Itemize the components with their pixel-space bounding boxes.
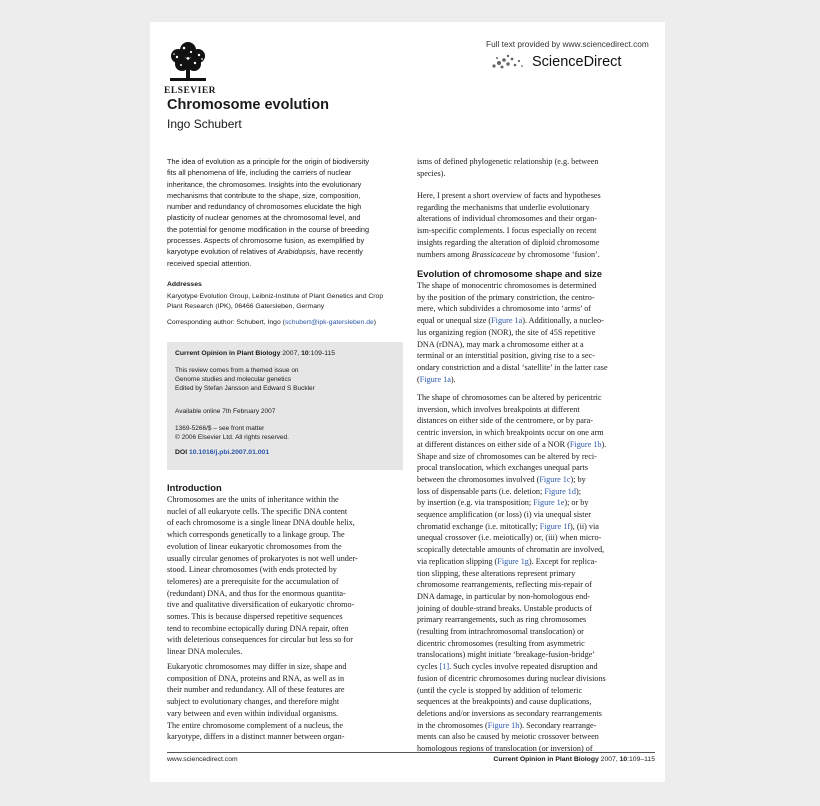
figure-link-panel: e bbox=[560, 498, 565, 508]
figure-link-label: Figure 1 bbox=[497, 556, 525, 566]
introduction-heading: Introduction bbox=[167, 482, 222, 493]
footer-volume: 10 bbox=[619, 756, 628, 763]
doi-label: DOI bbox=[175, 449, 189, 456]
doi-link[interactable]: 10.1016/j.pbi.2007.01.001 bbox=[188, 449, 270, 456]
figure-link-1h[interactable] bbox=[488, 721, 520, 730]
overview-species: Brassicaceae bbox=[471, 249, 516, 259]
shape-size-paragraph-2 bbox=[417, 392, 655, 755]
figure-link-1d[interactable] bbox=[544, 487, 576, 496]
available-online: Available online 7th February 2007 bbox=[175, 408, 276, 415]
issn-copyright: 1369-5266/$ – see front matter © 2006 Elsevier Ltd. All rights reserved. bbox=[175, 425, 289, 442]
figure-link-1c[interactable] bbox=[539, 475, 570, 484]
figure-link-label: Figure 1 bbox=[491, 316, 519, 326]
figure-link-1g[interactable] bbox=[497, 557, 529, 566]
figure-link-panel: f bbox=[567, 521, 571, 531]
figure-link-label: Figure 1 bbox=[533, 498, 561, 508]
corresponding-author bbox=[167, 318, 403, 328]
figure-link-label: Figure 1 bbox=[539, 521, 568, 531]
paragraph-text: ). Shape and size of chromosomes can be altered by reci- procal translocation, which exchanges unequal parts between the chromosomes involved ( bbox=[417, 439, 607, 484]
footer-divider bbox=[167, 752, 655, 753]
paragraph-text: ). bbox=[450, 374, 456, 384]
paragraph-text: ); or by sequence amplification (or loss) (i) via unequal sister chromatid exchange (i.e. mitotically; bbox=[417, 498, 591, 531]
shape-size-paragraph-1 bbox=[417, 280, 655, 385]
paragraph-text: ). Secondary rearrange- ments can also be caused by meiotic crossover between homologous regions of translocation (or inversion) of bbox=[417, 720, 599, 754]
figure-link-1a[interactable] bbox=[491, 316, 522, 325]
figure-link-panel: d bbox=[571, 486, 576, 496]
introduction-paragraph-1: Chromosomes are the units of inheritance within the nuclei of all eukaryote cells. The specific DNA content of each chromosome is a single linear DNA double helix, which corresponds genetically to a linkage group. The evolution of linear eukaryotic chromosomes from the usually circular genomes of prokaryotes is not well under- stood. Linear chromosomes (with ends protected by telomeres) are a prerequisite for the accumulation of (redundant) DNA, and thus for the enormous quantita- tive and qualitative diversification of eukaryotic chromo- somes. This is because dispersed repetitive sequences tend to recombine ectopically during DNA repair, often with deleterious consequences for circular but less so for linear DNA molecules. bbox=[167, 495, 358, 657]
paragraph-text: ). Except for replica- tion slipping, these alterations represent primary chromosome rearrangements, reflecting mis-repair of DNA damage, in particular by non-homologous end- joining of double-strand breaks. Unstable products of primary rearrangements, such as ring chromosomes (resulting from intrachromosomal translocation) or dicentric chromosomes (resulting from asymmetric translocations) might initiate ‘breakage-fusion-bridge’ cycles bbox=[417, 556, 598, 672]
intro-continuation: isms of defined phylogenetic relationship (e.g. between species). bbox=[417, 157, 599, 178]
figure-link-panel: a bbox=[518, 316, 523, 326]
journal-citation bbox=[175, 350, 335, 357]
full-text-provided-note[interactable]: Full text provided by www.sciencedirect.com bbox=[486, 39, 649, 49]
figure-link-panel: c bbox=[566, 474, 571, 484]
paragraph-text: ); by loss of dispensable parts (i.e. deletion; bbox=[417, 474, 586, 496]
overview-text-b: by chromosome ‘fusion’. bbox=[515, 249, 600, 259]
author-email-link[interactable]: schubert@ipk-gatersleben.de bbox=[284, 319, 374, 326]
paragraph-text: ); by insertion (e.g. via transposition; bbox=[417, 486, 581, 508]
paragraph-text: The shape of chromosomes can be altered by pericentric inversion, which involves breakpoints at different distances on either side of the centromere, or by para- centric inversion, in which breakpoints occur on one arm at different distances on either side of a NOR ( bbox=[417, 393, 604, 449]
abstract bbox=[167, 156, 403, 269]
figure-link-label: Figure 1 bbox=[487, 720, 516, 730]
abstract-text: The idea of evolution as a principle for the origin of biodiversity fits all phenomena of life, including the carriers of nuclear inheritance, the chromosomes. Insights into the evolutionary mechanisms that contribute to the shape, size, composition, number and redundancy of chromosomes elucidate the high plasticity of nuclear genomes at the chromosomal level, and the potential for genome modification in the course of breeding processes. Aspects of chromosome fusion, as exemplified by karyotype evolution of relatives of bbox=[167, 157, 370, 257]
overview-text-a: Here, I present a short overview of facts and hypotheses regarding the mechanisms that underlie evolutionary alterations of individual chromosomes and their organ- ism-specific complements. I focus especially on recent insights regarding the alteration of diploid chromosome numbers among bbox=[417, 191, 601, 259]
journal-volume: 10 bbox=[301, 350, 309, 357]
figure-link-panel: a bbox=[447, 374, 451, 384]
overview-paragraph bbox=[417, 190, 655, 260]
elsevier-tree-icon bbox=[166, 40, 210, 84]
reference-link-1[interactable]: [1] bbox=[439, 662, 450, 672]
footer-journal: Current Opinion in Plant Biology bbox=[493, 756, 599, 763]
footer-year: 2007, bbox=[598, 756, 620, 763]
themed-issue-note: This review comes from a themed issue on Genome studies and molecular genetics Edited by Stefan Jansson and Edward S Buckler bbox=[175, 367, 315, 393]
shape-size-heading: Evolution of chromosome shape and size bbox=[417, 268, 602, 279]
footer-website[interactable]: www.sciencedirect.com bbox=[167, 756, 238, 763]
paragraph-text: ), (ii) via unequal crossover (i.e. meiotically) or, (iii) when micro- scopically detectable amounts of chromatin are involved, via replication slipping ( bbox=[417, 521, 605, 566]
paragraph-text: . Such cycles involve repeated disruption and fusion of dicentric chromosomes during nuclear divisions (until the cycle is stopped by addition of telomeric sequences at the breakpoints) and cause duplications, deletions and/or inversions as secondary rearrangements in the chromosomes ( bbox=[417, 662, 606, 730]
figure-link-panel: g bbox=[524, 556, 529, 566]
figure-link-1e[interactable] bbox=[533, 498, 564, 507]
sciencedirect-dots-icon bbox=[488, 51, 528, 73]
journal-year: 2007, bbox=[280, 350, 302, 357]
journal-info-box bbox=[167, 342, 403, 470]
elsevier-logo bbox=[162, 40, 217, 102]
article-page bbox=[150, 22, 665, 782]
doi bbox=[175, 449, 269, 456]
sciencedirect-logo[interactable] bbox=[488, 51, 654, 75]
figure-link-label: Figure 1 bbox=[569, 439, 598, 449]
figure-link-1a-second[interactable] bbox=[420, 375, 451, 384]
paragraph-text: The shape of monocentric chromosomes is determined by the position of the primary constriction, the centro- mere, which subdivides a chromosome into ‘arms’ of equal or unequal size ( bbox=[417, 281, 597, 326]
figure-link-panel: h bbox=[515, 720, 520, 730]
figure-link-1f[interactable] bbox=[540, 522, 570, 531]
figure-link-label: Figure 1 bbox=[419, 374, 448, 384]
figure-link-label: Figure 1 bbox=[539, 474, 567, 484]
abstract-text-end: , have recently received special attention. bbox=[167, 247, 363, 268]
paragraph-text: ). Additionally, a nucleo- lus organizing region (NOR), the site of 45S repetitive DNA (rDNA), may mark a chromosome either at a terminal or an interstitial position, giving rise to a sec- ondary constriction and a distal ‘satellite’ in the latter case ( bbox=[417, 316, 608, 384]
addresses-heading: Addresses bbox=[167, 281, 202, 288]
addresses-text: Karyotype Evolution Group, Leibniz-Institute of Plant Genetics and Crop Plant Research (IPK), 06466 Gatersleben, Germany bbox=[167, 293, 384, 310]
abstract-species: Arabidopsis bbox=[277, 247, 316, 257]
sciencedirect-name: ScienceDirect bbox=[532, 54, 622, 70]
footer-citation bbox=[480, 756, 655, 763]
corresponding-suffix: ) bbox=[373, 319, 377, 326]
journal-pages: :109-115 bbox=[308, 350, 336, 357]
footer-pages: :109–115 bbox=[627, 756, 655, 763]
figure-link-panel: b bbox=[597, 439, 602, 449]
figure-link-1b[interactable] bbox=[570, 440, 602, 449]
article-title: Chromosome evolution bbox=[167, 97, 329, 113]
article-author: Ingo Schubert bbox=[167, 117, 242, 131]
corresponding-prefix: Corresponding author: Schubert, Ingo ( bbox=[167, 319, 285, 326]
journal-name: Current Opinion in Plant Biology bbox=[175, 350, 281, 357]
publisher-name: ELSEVIER bbox=[164, 86, 217, 96]
figure-link-label: Figure 1 bbox=[544, 486, 572, 496]
introduction-paragraph-2: Eukaryotic chromosomes may differ in size, shape and composition of DNA, proteins and RNA, as well as in their number and redundancy. All of these features are subject to evolutionary changes, and therefore might vary between and even within individual organisms. The entire chromosome complement of a nucleus, the karyotype, differs in a distinct manner between organ- bbox=[167, 662, 347, 742]
